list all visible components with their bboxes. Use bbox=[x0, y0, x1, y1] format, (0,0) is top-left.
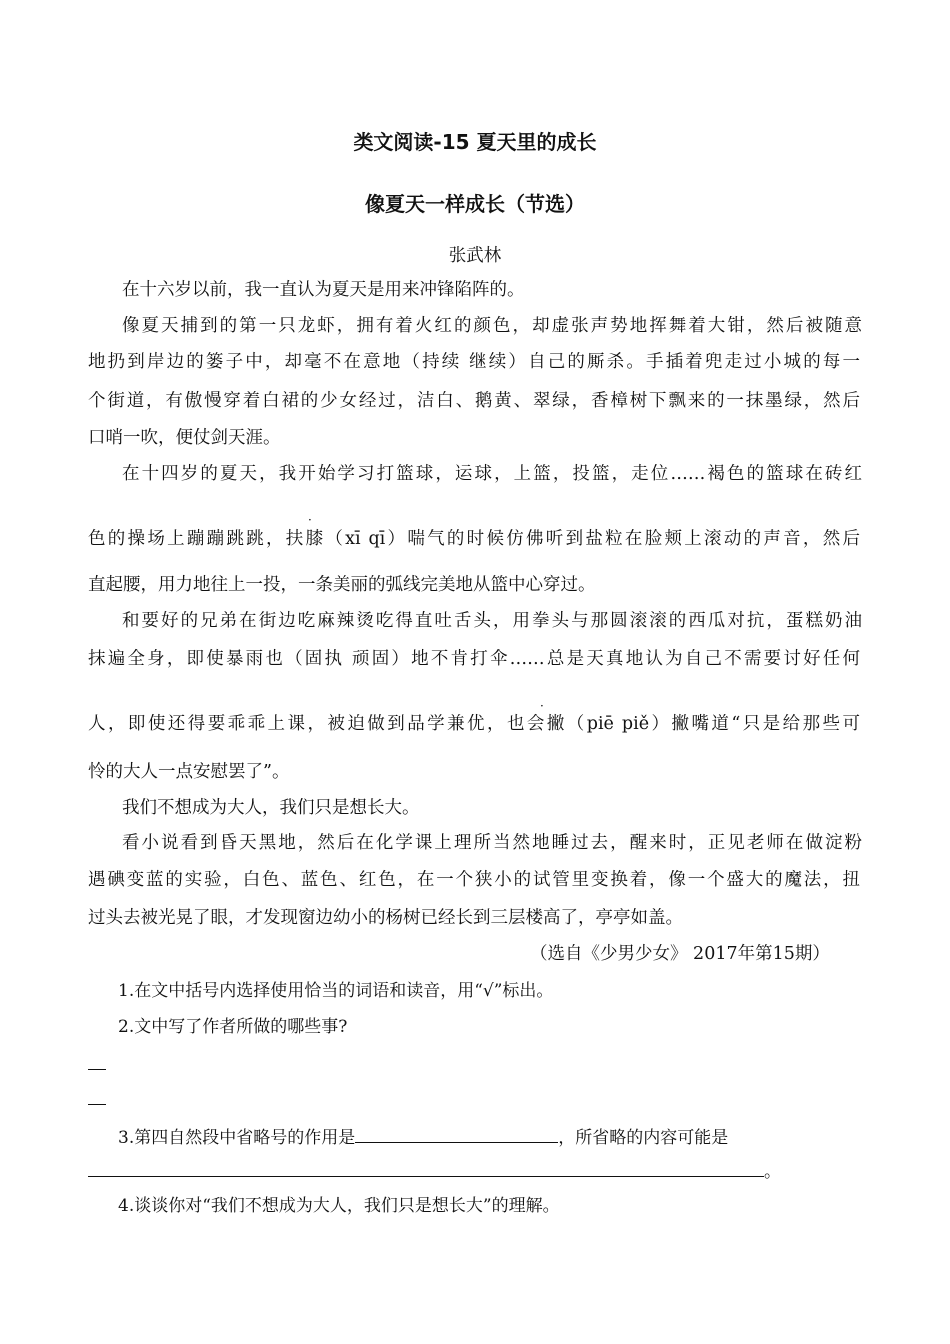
passage-line: 和要好的兄弟在街边吃麻辣烫吃得直吐舌头，用拳头与那圆滚滚的西瓜对抗，蛋糕奶油 bbox=[122, 611, 862, 631]
passage-line: 在十六岁以前，我一直认为夏天是用来冲锋陷阵的。 bbox=[122, 280, 525, 300]
question-3 bbox=[118, 1124, 728, 1150]
answer-blank[interactable] bbox=[355, 1124, 558, 1143]
passage-line: 抹遍全身，即使暴雨也（固执 顽固）地不肯打伞……总是天真地认为自己不需要讨好任何 bbox=[88, 649, 860, 669]
passage-line: 地扔到岸边的篓子中，却毫不在意地（持续 继续）自己的厮杀。手插着兜走过小城的每一 bbox=[88, 352, 860, 372]
answer-line[interactable] bbox=[88, 1104, 106, 1105]
question-3-text-2: ，所省略的内容可能是 bbox=[558, 1128, 729, 1148]
question-4: 4.谈谈你对“我们不想成为大人，我们只是想长大”的理解。 bbox=[118, 1196, 560, 1216]
emphasis-dot: · bbox=[308, 513, 312, 527]
passage-line: 个街道，有傲慢穿着白裙的少女经过，洁白、鹅黄、翠绿，香樟树下飘来的一抹墨绿，然后 bbox=[88, 391, 860, 411]
passage-line: 怜的大人一点安慰罢了”。 bbox=[88, 762, 290, 782]
passage-line: 色的操场上蹦蹦跳跳，扶膝（xī qī）喘气的时候仿佛听到盐粒在脸颊上滚动的声音，然后 bbox=[88, 529, 860, 549]
source-citation: （选自《少男少女》 2017年第15期） bbox=[530, 944, 830, 964]
answer-line[interactable] bbox=[88, 1069, 106, 1070]
question-2: 2.文中写了作者所做的哪些事? bbox=[118, 1017, 348, 1037]
emphasis-dot: · bbox=[540, 699, 544, 713]
author-name: 张武林 bbox=[448, 246, 502, 266]
passage-line: 在十四岁的夏天，我开始学习打篮球，运球，上篮，投篮，走位……褐色的篮球在砖红 bbox=[122, 464, 862, 484]
question-3-answer bbox=[88, 1158, 781, 1184]
question-3-end: 。 bbox=[764, 1162, 781, 1182]
question-3-text: 3.第四自然段中省略号的作用是 bbox=[118, 1128, 356, 1148]
passage-line: 口哨一吹，便仗剑天涯。 bbox=[88, 428, 281, 448]
passage-line: 过头去被光晃了眼，才发现窗边幼小的杨树已经长到三层楼高了，亭亭如盖。 bbox=[88, 908, 683, 928]
passage-line: 像夏天捕到的第一只龙虾，拥有着火红的颜色，却虚张声势地挥舞着大钳，然后被随意 bbox=[122, 316, 862, 336]
page-title: 类文阅读-15 夏天里的成长 bbox=[353, 130, 597, 154]
passage-line: 看小说看到昏天黑地，然后在化学课上理所当然地睡过去，醒来时，正见老师在做淀粉 bbox=[122, 833, 862, 853]
passage-line: 我们不想成为大人，我们只是想长大。 bbox=[122, 798, 420, 818]
question-1: 1.在文中括号内选择使用恰当的词语和读音，用“√”标出。 bbox=[118, 981, 554, 1001]
passage-title: 像夏天一样成长（节选） bbox=[365, 192, 585, 216]
passage-line: 人，即使还得要乖乖上课，被迫做到品学兼优，也会撇（piē piě）撇嘴道“只是给那些可 bbox=[88, 714, 860, 734]
passage-line: 遇碘变蓝的实验，白色、蓝色、红色，在一个狭小的试管里变换着，像一个盛大的魔法，扭 bbox=[88, 870, 860, 890]
passage-line: 直起腰，用力地往上一投，一条美丽的弧线完美地从篮中心穿过。 bbox=[88, 575, 596, 595]
answer-blank[interactable] bbox=[88, 1158, 764, 1177]
